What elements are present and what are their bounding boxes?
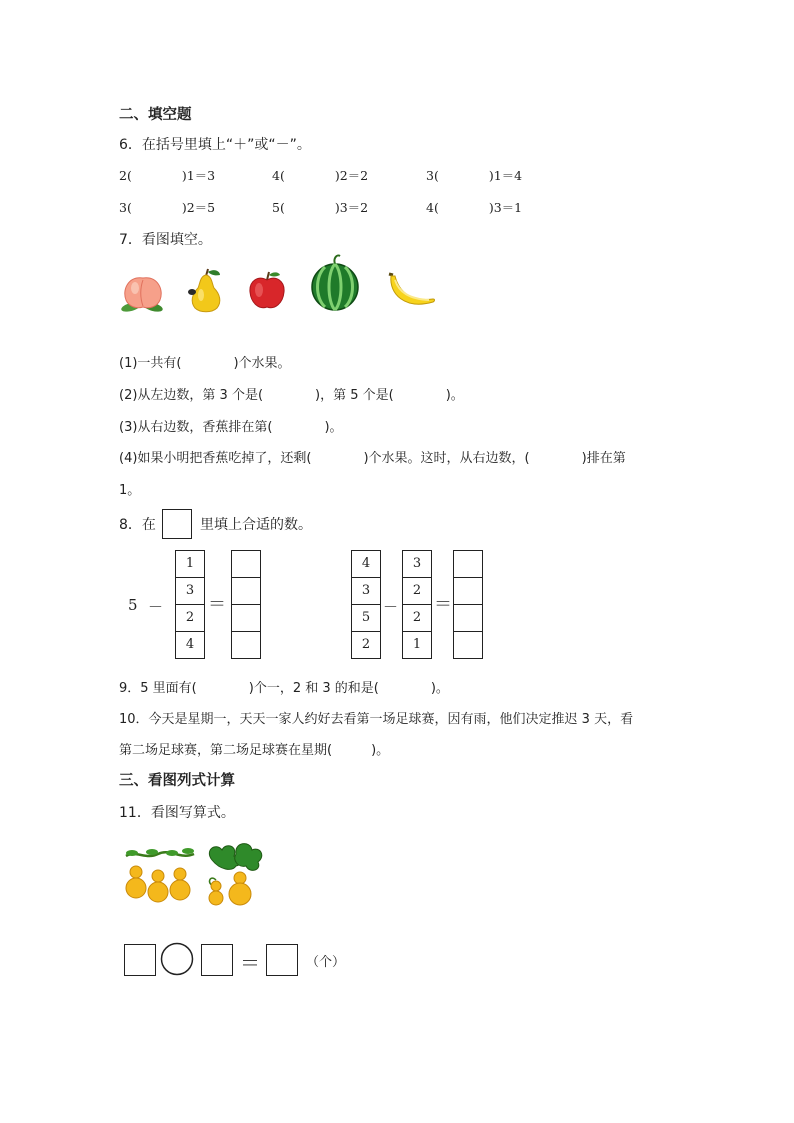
q8-left-equals-sign: ＝ bbox=[208, 594, 226, 615]
question-6-prompt: 6．在括号里填上“＋”或“－”。 bbox=[119, 137, 311, 153]
q8-right-minuend-column bbox=[351, 550, 381, 659]
answer-box-result[interactable] bbox=[266, 944, 298, 976]
q8-right-answer-column bbox=[453, 550, 483, 659]
number-cell: 2 bbox=[361, 637, 371, 652]
section-title-picture-calculation: 三、看图列式计算 bbox=[119, 773, 235, 789]
answer-blank-cell[interactable] bbox=[232, 605, 260, 632]
answer-circle-operator[interactable] bbox=[160, 942, 194, 976]
apple-icon bbox=[246, 270, 288, 312]
question-8-prompt-end: 里填上合适的数。 bbox=[200, 517, 312, 533]
q8-left-answer-column bbox=[231, 550, 261, 659]
section-title-fill-blank: 二、填空题 bbox=[119, 107, 192, 123]
q7-sub-question-2: (2)从左边数，第 3 个是( )，第 5 个是( )。 bbox=[119, 388, 464, 403]
q6-expression: 3( )2＝5 bbox=[119, 200, 216, 215]
question-8-prompt-start: 8．在 bbox=[119, 517, 156, 533]
q8-left-number-column bbox=[175, 550, 205, 659]
answer-blank-cell[interactable] bbox=[454, 578, 482, 605]
number-cell: 1 bbox=[412, 637, 422, 652]
pear-icon bbox=[186, 268, 226, 314]
q7-sub-question-3: (3)从右边数，香蕉排在第( )。 bbox=[119, 420, 343, 435]
number-cell: 2 bbox=[403, 605, 431, 632]
answer-box-first-number[interactable] bbox=[124, 944, 156, 976]
q11-unit-label: （个） bbox=[306, 955, 346, 970]
number-cell: 4 bbox=[352, 551, 380, 578]
gourd-vine-two-icon bbox=[202, 840, 266, 908]
peach-icon bbox=[120, 272, 166, 314]
number-cell: 1 bbox=[176, 551, 204, 578]
number-cell: 5 bbox=[352, 605, 380, 632]
number-cell: 2 bbox=[403, 578, 431, 605]
banana-icon bbox=[385, 272, 437, 314]
number-cell: 3 bbox=[403, 551, 431, 578]
example-blank-box bbox=[162, 509, 192, 539]
q6-expression: 4( )2＝2 bbox=[272, 168, 369, 183]
q8-right-subtrahend-column bbox=[402, 550, 432, 659]
answer-blank-cell[interactable] bbox=[454, 632, 482, 658]
answer-blank-cell[interactable] bbox=[232, 578, 260, 605]
number-cell: 4 bbox=[185, 637, 195, 652]
q6-expression: 4( )3＝1 bbox=[426, 200, 523, 215]
q8-left-minus-sign: － bbox=[148, 598, 164, 616]
q7-sub-question-4: (4)如果小明把香蕉吃掉了，还剩( )个水果。这时，从右边数，( )排在第 bbox=[119, 451, 626, 466]
question-10-line-1: 10．今天是星期一，天天一家人约好去看第一场足球赛，因有雨，他们决定推迟 3 天，看 bbox=[119, 712, 634, 727]
q8-right-equals-sign: ＝ bbox=[434, 594, 452, 615]
answer-blank-cell[interactable] bbox=[232, 632, 260, 658]
answer-blank-cell[interactable] bbox=[454, 605, 482, 632]
q6-expression: 2( )1＝3 bbox=[119, 168, 216, 183]
gourd-vine-three-icon bbox=[124, 848, 196, 910]
q8-right-minus-sign: － bbox=[383, 598, 399, 616]
question-11-prompt: 11．看图写算式。 bbox=[119, 805, 235, 821]
number-cell: 2 bbox=[176, 605, 204, 632]
question-9: 9．5 里面有( )个一，2 和 3 的和是( )。 bbox=[119, 681, 449, 696]
q7-sub-question-4-continued: 1。 bbox=[119, 483, 141, 498]
question-7-prompt: 7．看图填空。 bbox=[119, 232, 212, 248]
number-cell: 3 bbox=[352, 578, 380, 605]
number-cell: 3 bbox=[176, 578, 204, 605]
question-10-line-2: 第二场足球赛，第二场足球赛在星期( )。 bbox=[119, 743, 390, 758]
answer-blank-cell[interactable] bbox=[454, 551, 482, 578]
watermelon-icon bbox=[309, 252, 361, 312]
answer-blank-cell[interactable] bbox=[232, 551, 260, 578]
q6-expression: 3( )1＝4 bbox=[426, 168, 523, 183]
q7-sub-question-1: (1)一共有( )个水果。 bbox=[119, 356, 291, 371]
answer-box-second-number[interactable] bbox=[201, 944, 233, 976]
q6-expression: 5( )3＝2 bbox=[272, 200, 369, 215]
q8-left-minuend: 5 bbox=[128, 596, 138, 614]
q11-equals-sign: ＝ bbox=[240, 951, 260, 975]
